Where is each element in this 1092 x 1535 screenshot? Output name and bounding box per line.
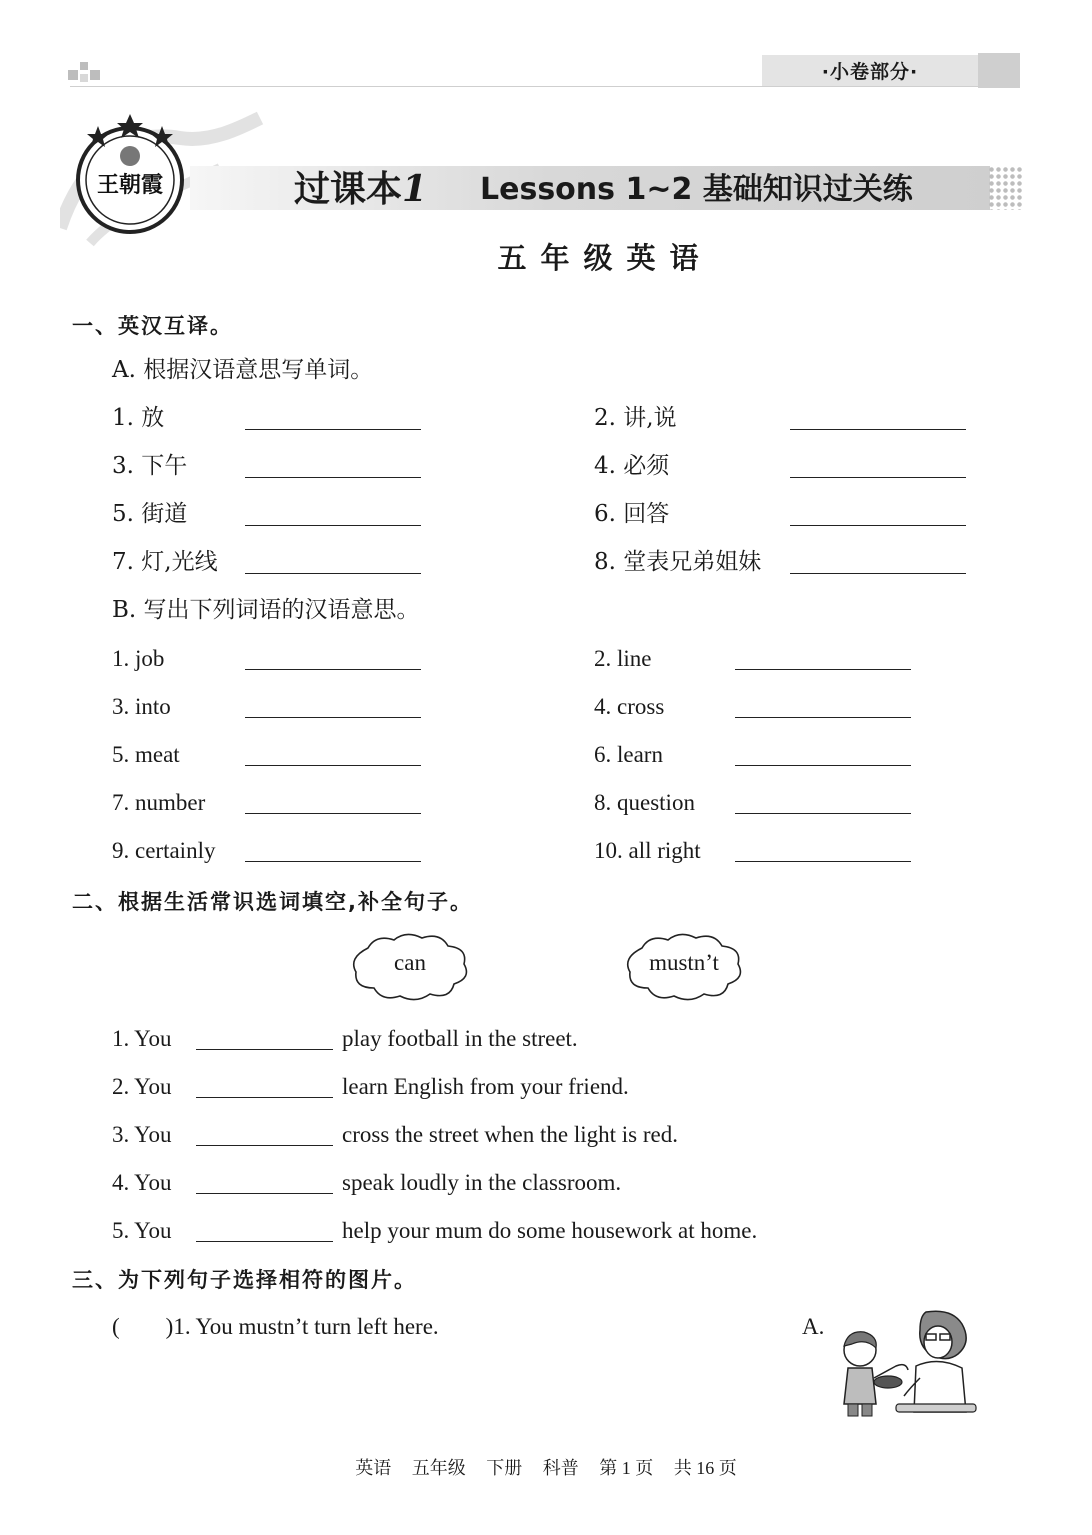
section-tag: ·小卷部分· [762, 55, 978, 86]
logo-text: 王朝霞 [96, 172, 164, 198]
page-title: 过课本1 [294, 168, 428, 210]
part3-item-1: ( )1. You mustn’t turn left here. [112, 1314, 439, 1339]
top-rule [70, 86, 1020, 87]
b-answer-blank-7[interactable] [245, 813, 421, 814]
a-answer-blank-3[interactable] [245, 477, 421, 478]
b-item-3: 3. into [112, 694, 171, 719]
b-answer-blank-8[interactable] [735, 813, 911, 814]
part1-a-instruction: A. 根据汉语意思写单词。 [112, 357, 374, 383]
sentence-blank-3[interactable] [196, 1145, 333, 1146]
b-item-8: 8. question [594, 790, 695, 815]
b-answer-blank-5[interactable] [245, 765, 421, 766]
a-item-5: 5. 街道 [112, 501, 188, 527]
b-item-2: 2. line [594, 646, 652, 671]
a-answer-blank-5[interactable] [245, 525, 421, 526]
option-a-illustration [830, 1308, 980, 1420]
footer-page: 第 1 页 [599, 1458, 654, 1478]
sentence-4-start: 4. You [112, 1170, 172, 1195]
answer-paren[interactable]: ( ) [112, 1314, 174, 1339]
b-answer-blank-2[interactable] [735, 669, 911, 670]
a-answer-blank-1[interactable] [245, 429, 421, 430]
sentence-5-start: 5. You [112, 1218, 172, 1243]
part1-b-instruction: B. 写出下列词语的汉语意思。 [112, 597, 420, 623]
footer-publisher: 科普 [542, 1458, 579, 1478]
b-item-10: 10. all right [594, 838, 701, 863]
sentence-2-start: 2. You [112, 1074, 172, 1099]
part3-heading: 三、为下列句子选择相符的图片。 [72, 1268, 417, 1292]
sentence-blank-2[interactable] [196, 1097, 333, 1098]
sentence-5-end: help your mum do some housework at home. [342, 1218, 758, 1243]
b-item-7: 7. number [112, 790, 206, 815]
page-footer [0, 1454, 1092, 1480]
sentence-blank-1[interactable] [196, 1049, 333, 1050]
title-dots [988, 166, 1024, 210]
b-item-9: 9. certainly [112, 838, 216, 863]
a-answer-blank-6[interactable] [790, 525, 966, 526]
b-answer-blank-1[interactable] [245, 669, 421, 670]
word-bank-can: can [394, 950, 426, 975]
subtitle: 五年级英语 [497, 241, 713, 275]
a-answer-blank-7[interactable] [245, 573, 421, 574]
b-answer-blank-3[interactable] [245, 717, 421, 718]
b-answer-blank-4[interactable] [735, 717, 911, 718]
b-item-4: 4. cross [594, 694, 665, 719]
b-answer-blank-10[interactable] [735, 861, 911, 862]
sentence-blank-4[interactable] [196, 1193, 333, 1194]
sentence-1-start: 1. You [112, 1026, 172, 1051]
a-item-6: 6. 回答 [594, 501, 670, 527]
footer-volume: 下册 [486, 1458, 523, 1478]
part1-heading: 一、英汉互译。 [72, 314, 233, 338]
corner-decoration [68, 62, 108, 88]
page-title-sub: Lessons 1~2 基础知识过关练 [480, 172, 913, 207]
a-item-4: 4. 必须 [594, 453, 670, 479]
b-item-5: 5. meat [112, 742, 180, 767]
section-tag-end [978, 53, 1020, 88]
sentence-3-end: cross the street when the light is red. [342, 1122, 678, 1147]
b-item-1: 1. job [112, 646, 165, 671]
a-item-7: 7. 灯,光线 [112, 549, 218, 575]
b-answer-blank-9[interactable] [245, 861, 421, 862]
a-answer-blank-2[interactable] [790, 429, 966, 430]
sentence-2-end: learn English from your friend. [342, 1074, 629, 1099]
b-answer-blank-6[interactable] [735, 765, 911, 766]
a-item-3: 3. 下午 [112, 453, 188, 479]
option-a-label: A. [802, 1314, 825, 1339]
word-bank-mustnt: mustn’t [649, 950, 719, 975]
a-answer-blank-8[interactable] [790, 573, 966, 574]
sentence-4-end: speak loudly in the classroom. [342, 1170, 622, 1195]
footer-grade: 五年级 [411, 1458, 466, 1478]
sentence-3-start: 3. You [112, 1122, 172, 1147]
part2-heading: 二、根据生活常识选词填空,补全句子。 [72, 890, 473, 914]
sentence-blank-5[interactable] [196, 1241, 333, 1242]
footer-total: 共 16 页 [673, 1458, 737, 1478]
footer-subject: 英语 [355, 1458, 392, 1478]
sentence-1-end: play football in the street. [342, 1026, 578, 1051]
b-item-6: 6. learn [594, 742, 663, 767]
a-item-2: 2. 讲,说 [594, 405, 677, 431]
title-number: 1 [402, 168, 428, 210]
a-item-8: 8. 堂表兄弟姐妹 [594, 549, 762, 575]
a-answer-blank-4[interactable] [790, 477, 966, 478]
a-item-1: 1. 放 [112, 405, 165, 431]
